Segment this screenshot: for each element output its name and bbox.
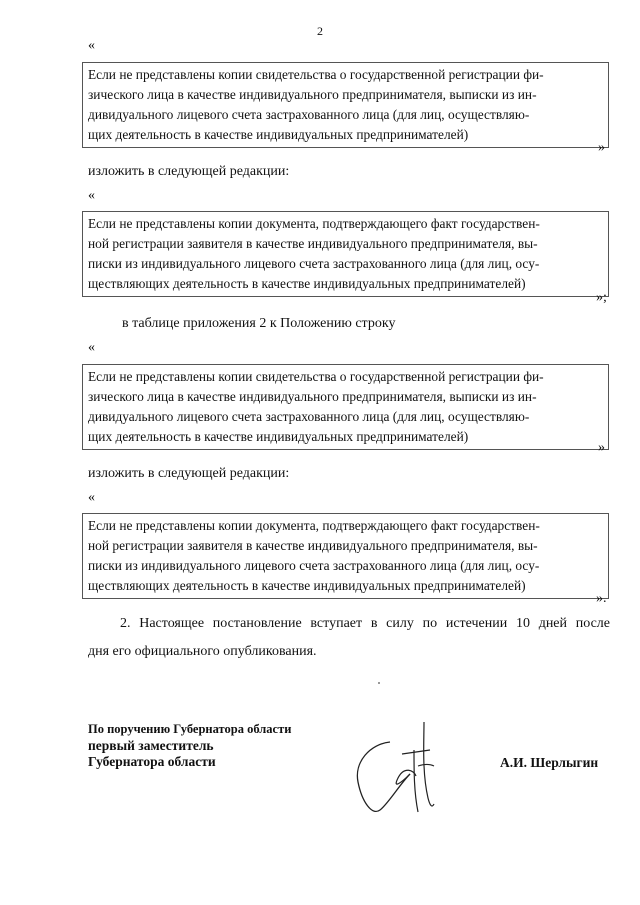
old-text-line: дивидуального лицевого счета застрахованного лица (для лиц, осуществляю- xyxy=(88,107,530,122)
scan-dot xyxy=(378,682,380,684)
open-quote: « xyxy=(88,188,95,203)
new-text-line: ществляющих деятельность в качестве индивидуальных предпринимателей) xyxy=(88,276,526,291)
close-quote-semicolon: »; xyxy=(596,290,607,305)
signatory-name: А.И. Шерлыгин xyxy=(500,755,599,770)
open-quote: « xyxy=(88,38,95,53)
new-text-line: ной регистрации заявителя в качестве индивидуального предпринимателя, вы- xyxy=(88,236,538,251)
item-2-line-1: 2. Настоящее постановление вступает в силу по истечении 10 дней после xyxy=(120,616,610,631)
new-text-line: Если не представлены копии документа, подтверждающего факт государствен- xyxy=(88,518,540,533)
open-quote: « xyxy=(88,340,95,355)
item-2-line-2: дня его официального опубликования. xyxy=(88,644,317,659)
old-text-line: Если не представлены копии свидетельства о государственной регистрации фи- xyxy=(88,369,544,384)
new-text-line: писки из индивидуального лицевого счета застрахованного лица (для лиц, осу- xyxy=(88,558,540,573)
old-text-line: щих деятельность в качестве индивидуальных предпринимателей) xyxy=(88,127,469,142)
old-text-box-2 xyxy=(82,364,609,450)
new-text-box-1 xyxy=(82,211,609,297)
old-text-box-1 xyxy=(82,62,609,148)
handwritten-signature xyxy=(340,712,450,832)
state-as-follows-1: изложить в следующей редакции: xyxy=(88,164,290,179)
new-text-line: писки из индивидуального лицевого счета застрахованного лица (для лиц, осу- xyxy=(88,256,540,271)
item-2-paragraph xyxy=(88,612,610,636)
old-text-line: Если не представлены копии свидетельства о государственной регистрации фи- xyxy=(88,67,544,82)
old-text-line: дивидуального лицевого счета застрахованного лица (для лиц, осуществляю- xyxy=(88,409,530,424)
close-quote-period: ». xyxy=(596,591,607,606)
old-text-line: зического лица в качестве индивидуального предпринимателя, выписки из ин- xyxy=(88,87,537,102)
signature-on-behalf: По поручению Губернатора области xyxy=(88,722,292,736)
new-text-line: ной регистрации заявителя в качестве индивидуального предпринимателя, вы- xyxy=(88,538,538,553)
signature-position-line-1: первый заместитель xyxy=(88,738,214,753)
state-as-follows-2: изложить в следующей редакции: xyxy=(88,466,290,481)
new-text-line: ществляющих деятельность в качестве индивидуальных предпринимателей) xyxy=(88,578,526,593)
signature-position-line-2: Губернатора области xyxy=(88,754,216,769)
page-number: 2 xyxy=(317,24,323,38)
open-quote: « xyxy=(88,490,95,505)
old-text-line: зического лица в качестве индивидуального предпринимателя, выписки из ин- xyxy=(88,389,537,404)
new-text-line: Если не представлены копии документа, подтверждающего факт государствен- xyxy=(88,216,540,231)
close-quote: » xyxy=(598,140,605,155)
new-text-box-2 xyxy=(82,513,609,599)
close-quote: » xyxy=(598,440,605,455)
old-text-line: щих деятельность в качестве индивидуальных предпринимателей) xyxy=(88,429,469,444)
appendix-intro: в таблице приложения 2 к Положению строку xyxy=(122,316,396,331)
